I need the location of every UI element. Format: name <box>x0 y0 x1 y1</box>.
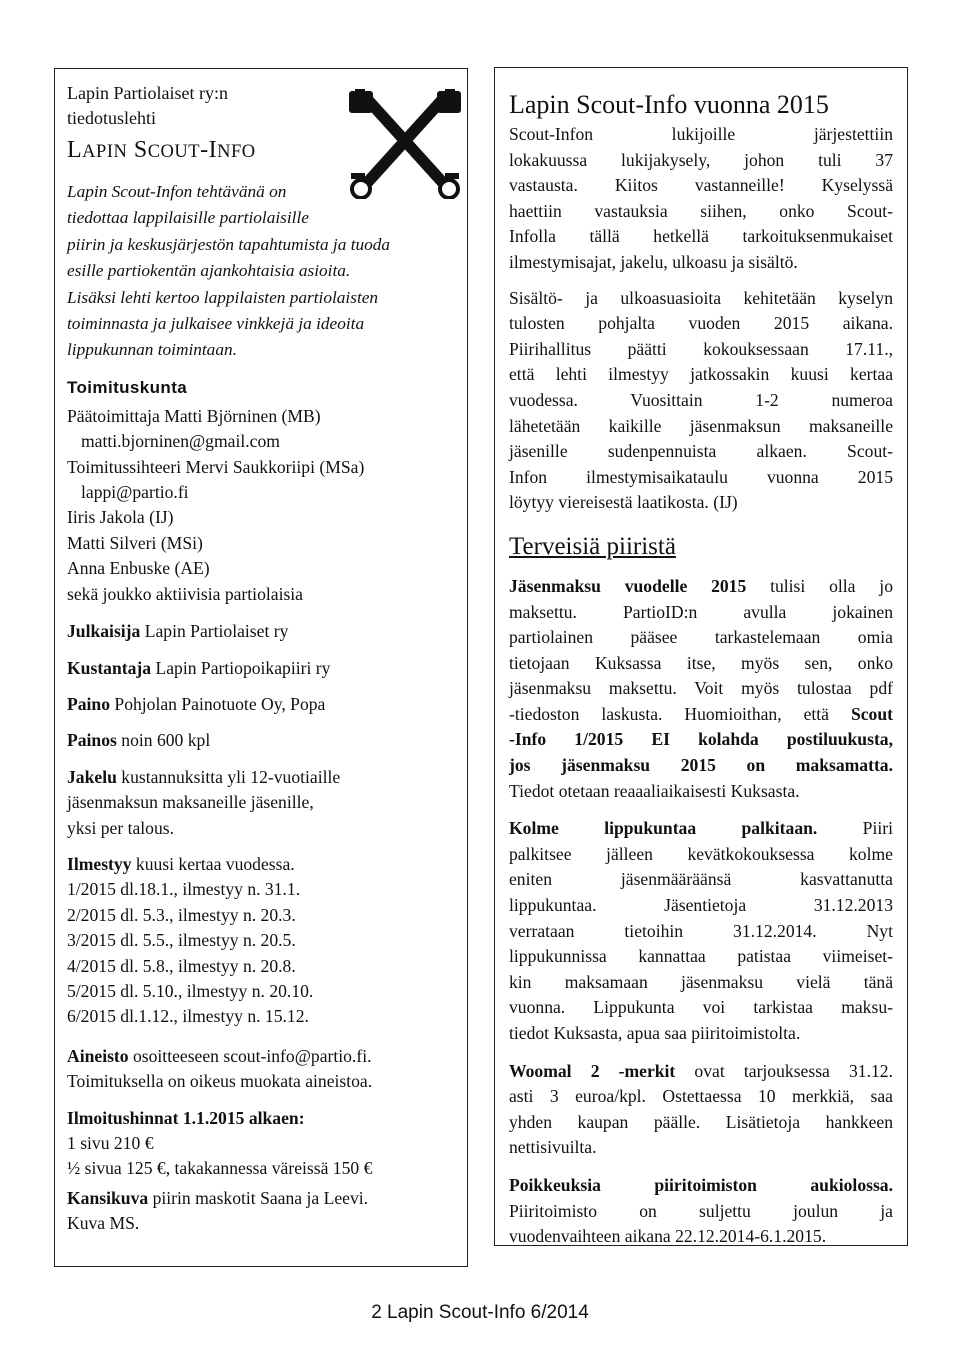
material-info: Aineisto osoitteeseen scout-info@partio.fi. Toimituksella on oikeus muokata aineistoa. <box>67 1045 373 1092</box>
distribution-row: Jakelu kustannuksitta yli 12-vuotiaille jäsenmaksun maksaneille jäsenille, yksi per talous. <box>67 766 341 838</box>
ad-prices: Ilmoitushinnat 1.1.2015 alkaen: 1 sivu 210 € ½ sivua 125 €, takakannessa väreissä 150 € <box>67 1107 373 1179</box>
section-heading: Terveisiä piiristä <box>509 532 676 560</box>
publisher-line: Lapin Partiolaiset ry:n <box>67 83 228 103</box>
staff-list: Päätoimittaja Matti Björninen (MB) matti.bjorninen@gmail.com Toimitussihteeri Mervi Saukkoriipi (MSa) lappi@partio.fi Iiris Jakola (IJ) Matti Silveri (MSi) Anna Enbuske (AE) sekä joukko aktiivisia partiolaisia <box>67 404 455 607</box>
schedule-item: 1/2015 dl.18.1., ilmestyy n. 31.1. <box>67 879 301 900</box>
masthead-title: LAPIN SCOUT-INFO <box>67 137 256 163</box>
edition-row: Painos noin 600 kpl <box>67 730 211 751</box>
schedule-item: 5/2015 dl. 5.10., ilmestyy n. 20.10. <box>67 980 314 1001</box>
secretary-email: lappi@partio.fi <box>81 482 189 503</box>
issuer-row: Kustantaja Lapin Partiopoikapiiri ry <box>67 657 331 678</box>
office-hours-notice: Poikkeuksia piiritoimiston aukiolossa. Piiritoimisto on suljettu joulun ja vuodenvaihteen aikana 22.12.2014-6.1.2015. <box>509 1174 893 1247</box>
membership-fee-notice: Jäsenmaksu vuodelle 2015 tulisi olla jo maksettu. PartioID:n avulla jokainen partiolainen pääsee tarkastelemaan omia tietojaan Kuksassa itse, myös sen, onko jäsenmaksu maksettu. Voit myös tulostaa pdf -tiedoston laskusta. Huomioithan, että Scout -Info 1/2015 EI kolahda postiluukusta, jos jäsenmaksu 2015 on maksamatta. Tiedot otetaan reaaaliaikaisesti Kuksasta. <box>509 575 893 801</box>
article-heading: Lapin Scout-Info vuonna 2015 <box>509 90 829 119</box>
schedule-item: 4/2015 dl. 5.8., ilmestyy n. 20.8. <box>67 955 296 976</box>
award-notice: Kolme lippukuntaa palkitaan. Piiri palkitsee jälleen kevätkokouksessa kolme eniten jäsenmääräänsä kasvattanutta lippukuntaa. Jäsentietoja 31.12.2013 verrataan tietoihin 31.12.2014. Nyt lippukunnissa kannattaa patistaa viimeiset- kin maksamaan jäsenmaksu vielä tänä vuonna. Lippukunta voi tarkistaa maksu- tiedot Kuksasta, apua saa piiritoimistolta. <box>509 818 893 1043</box>
mission-statement: Lapin Scout-Infon tehtävänä on tiedottaa lappilaisille partiolaisille piirin ja keskusjärjestön tapahtumista ja tuoda esille partiokentän ajankohtaisia asioita. Lisäksi lehti kertoo lappilaisten partiolaisten toiminnasta ja julkaisee vinkkejä ja ideoita lippukunnan toimintaan. <box>67 182 391 360</box>
schedule-item: 6/2015 dl.1.12., ilmestyy n. 15.12. <box>67 1006 309 1027</box>
subtitle-line: tiedotuslehti <box>67 108 156 128</box>
info-box <box>54 68 468 1267</box>
page-footer: 2 Lapin Scout-Info 6/2014 <box>371 1302 589 1323</box>
article-box <box>494 67 908 1246</box>
crossed-keys-logo <box>349 89 461 199</box>
article-paragraph: Sisältö- ja ulkoasuasioita kehitetään kyselyn tulosten pohjalta vuoden 2015 aikana. Piirihallitus päätti kokouksessaan 17.11., että lehti ilmestyy jatkossakin kuusi kertaa vuodessa. Vuosittain 1-2 numeroa lähetetään kaikille jäsenmaksun maksaneille jäsenille sudenpennuista alkaen. Scout- Infon ilmestymisaikataulu vuonna 2015 löytyy viereisestä laatikosta. (IJ) <box>509 287 893 513</box>
schedule-item: 2/2015 dl. 5.3., ilmestyy n. 20.3. <box>67 904 296 925</box>
staff-heading: Toimituskunta <box>67 377 188 397</box>
cover-credit: Kansikuva piirin maskotit Saana ja Leevi. Kuva MS. <box>67 1187 369 1234</box>
publisher-row: Julkaisija Lapin Partiolaiset ry <box>67 621 289 642</box>
printer-row: Paino Pohjolan Painotuote Oy, Popa <box>67 693 326 714</box>
woomal-notice: Woomal 2 -merkit ovat tarjouksessa 31.12. asti 3 euroa/kpl. Ostettaessa 10 merkkiä, saa yhden kaupan päälle. Lisätietoja hankkeen nettisivuilta. <box>509 1060 893 1158</box>
article-paragraph: Scout-Infon lukijoille järjestettiin lokakuussa lukijakysely, johon tuli 37 vastausta. Kiitos vastanneille! Kyselyssä haettiin vastauksia siihen, onko Scout- Infolla tällä hetkellä tarkoituksenmukaiset ilmestymisajat, jakelu, ulkoasu ja sisältö. <box>509 124 893 272</box>
publication-schedule: Ilmestyy kuusi kertaa vuodessa. 1/2015 dl.18.1., ilmestyy n. 31.1. 2/2015 dl. 5.3., ilmestyy n. 20.3. 3/2015 dl. 5.5., ilmestyy n. 20.5. 4/2015 dl. 5.8., ilmestyy n. 20.8. 5/2015 dl. 5.10., ilmestyy n. 20.10. 6/2015 dl.1.12., ilmestyy n. 15.12. <box>67 852 455 1030</box>
editor-email: matti.bjorninen@gmail.com <box>81 431 280 452</box>
schedule-item: 3/2015 dl. 5.5., ilmestyy n. 20.5. <box>67 930 296 951</box>
